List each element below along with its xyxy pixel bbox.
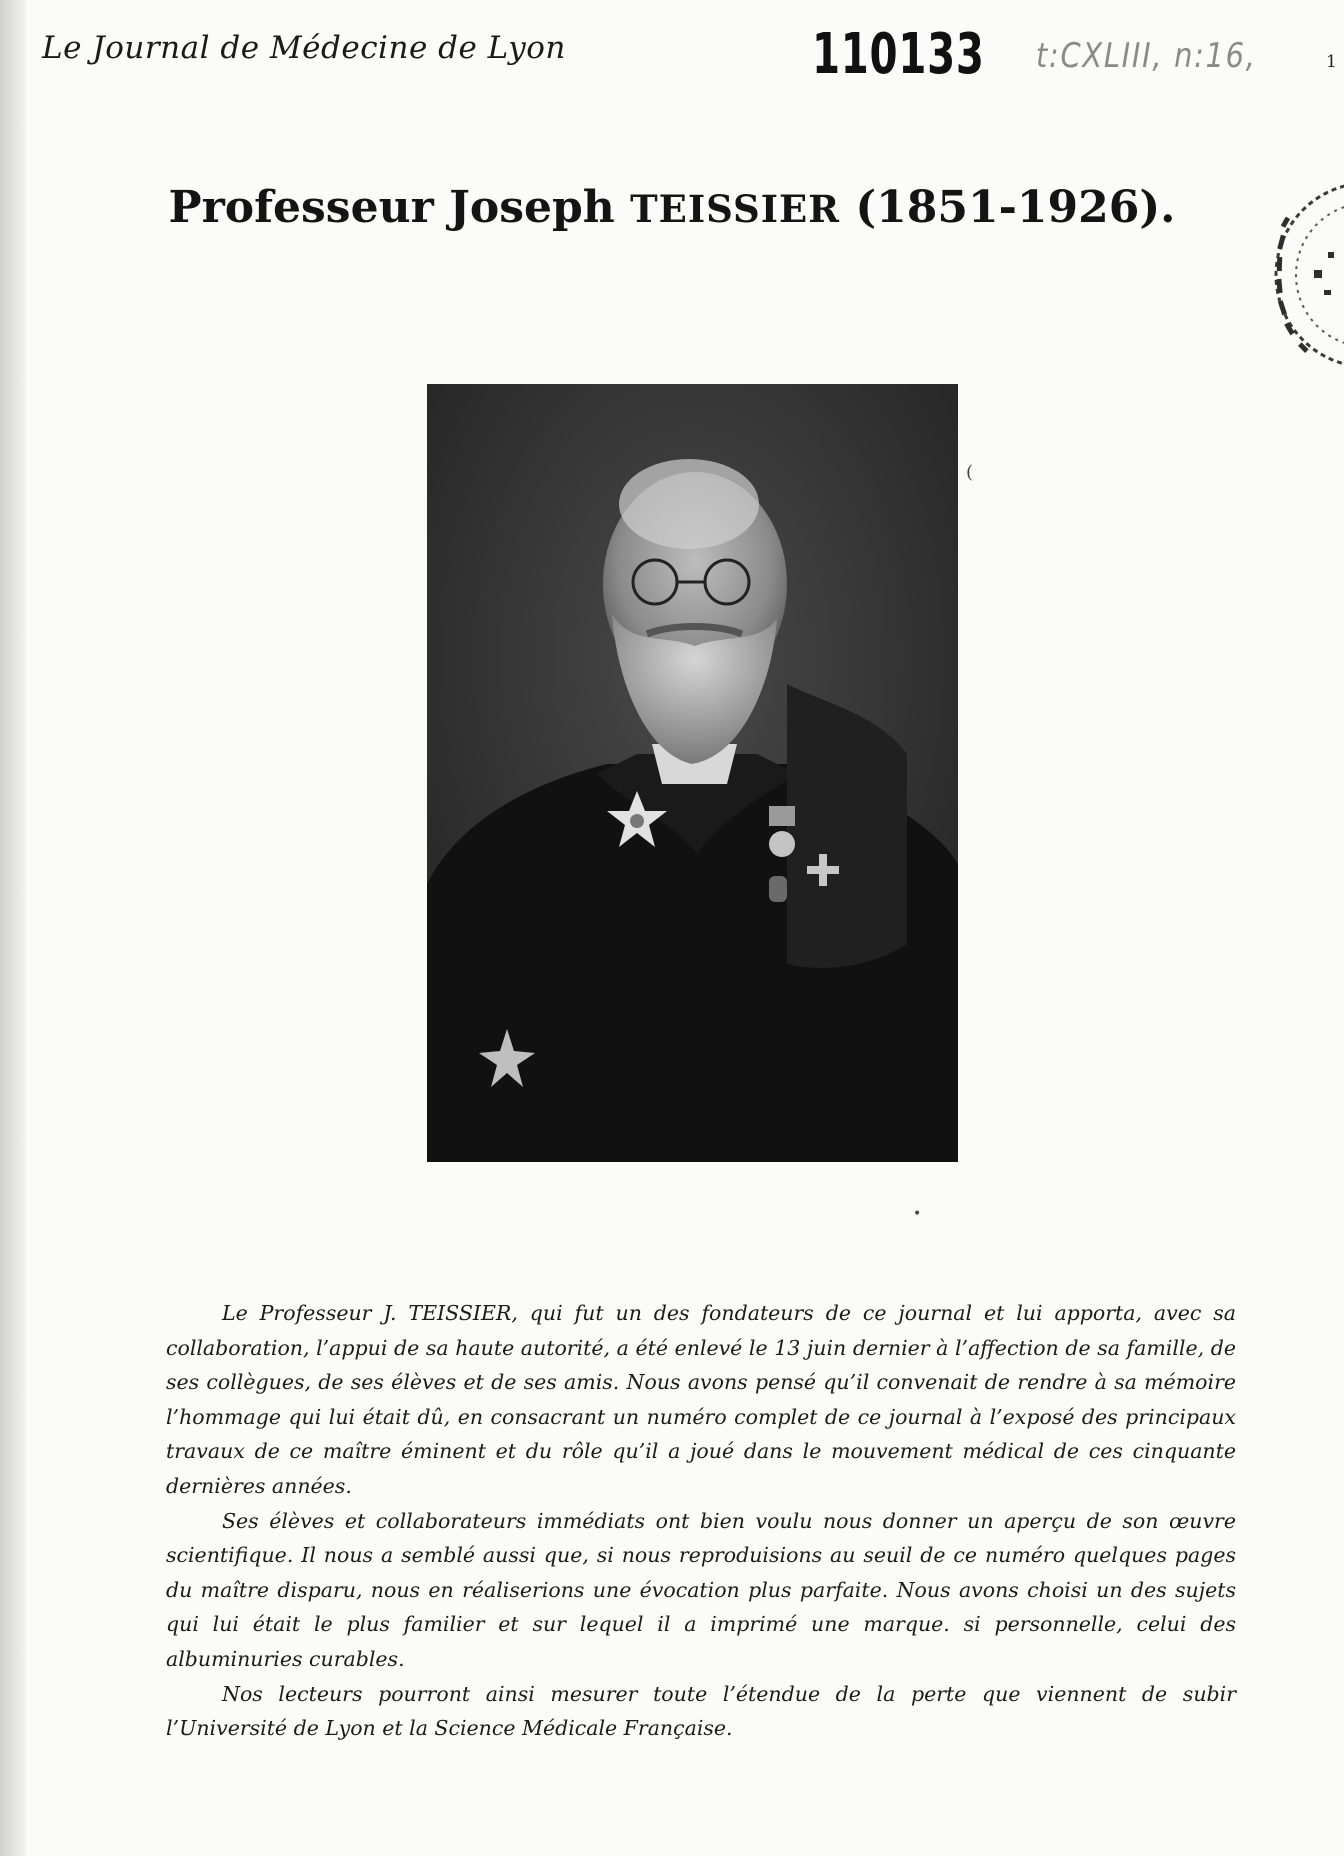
handwritten-call-number: 110133	[812, 22, 985, 87]
portrait-illustration	[427, 384, 958, 1162]
journal-title: Le Journal de Médecine de Lyon	[42, 30, 566, 66]
article-body	[166, 1296, 1236, 1746]
handwritten-volume-reference: t:CXLIII, n:16,	[1036, 36, 1257, 76]
paragraph: Nos lecteurs pourront ainsi mesurer toute l’étendue de la perte que viennent de subir l’Université de Lyon et la Science Médicale Française.	[166, 1681, 1236, 1741]
title-name: TEISSIER	[630, 187, 841, 231]
paragraph: Ses élèves et collaborateurs immédiats ont bien voulu nous donner un aperçu de son œuvre scientifique. Il nous a semblé aussi que, si nous reproduisions au seuil de ce numéro quelques pages du maître disparu, nous en réaliserions une évocation plus parfaite. Nous avons choisi un des sujets qui lui était le plus familier et sur lequel il a imprimé une marque. si personnelle, celui des albuminuries curables.	[166, 1508, 1236, 1671]
stray-mark: •	[913, 1206, 922, 1222]
paragraph: Le Professeur J. TEISSIER, qui fut un des fondateurs de ce journal et lui apporta, avec sa collaboration, l’appui de sa haute autorité, a été enlevé le 13 juin dernier à l’affection de sa famille, de ses collègues, de ses élèves et de ses amis. Nous avons pensé qu’il convenait de rendre à sa mémoire l’hommage qui lui était dû, en consacrant un numéro complet de ce journal à l’exposé des principaux travaux de ce maître éminent et du rôle qu’il a joué dans le mouvement médical de ces cinquante dernières années.	[166, 1301, 1236, 1498]
stray-mark: (	[966, 462, 974, 483]
article-title	[0, 182, 1344, 233]
page-edge-shadow	[0, 0, 26, 1856]
title-dates: (1851-1926).	[840, 182, 1176, 233]
portrait-photograph	[427, 384, 958, 1162]
page-number: 1	[1326, 52, 1337, 72]
title-prefix: Professeur Joseph	[168, 182, 631, 233]
